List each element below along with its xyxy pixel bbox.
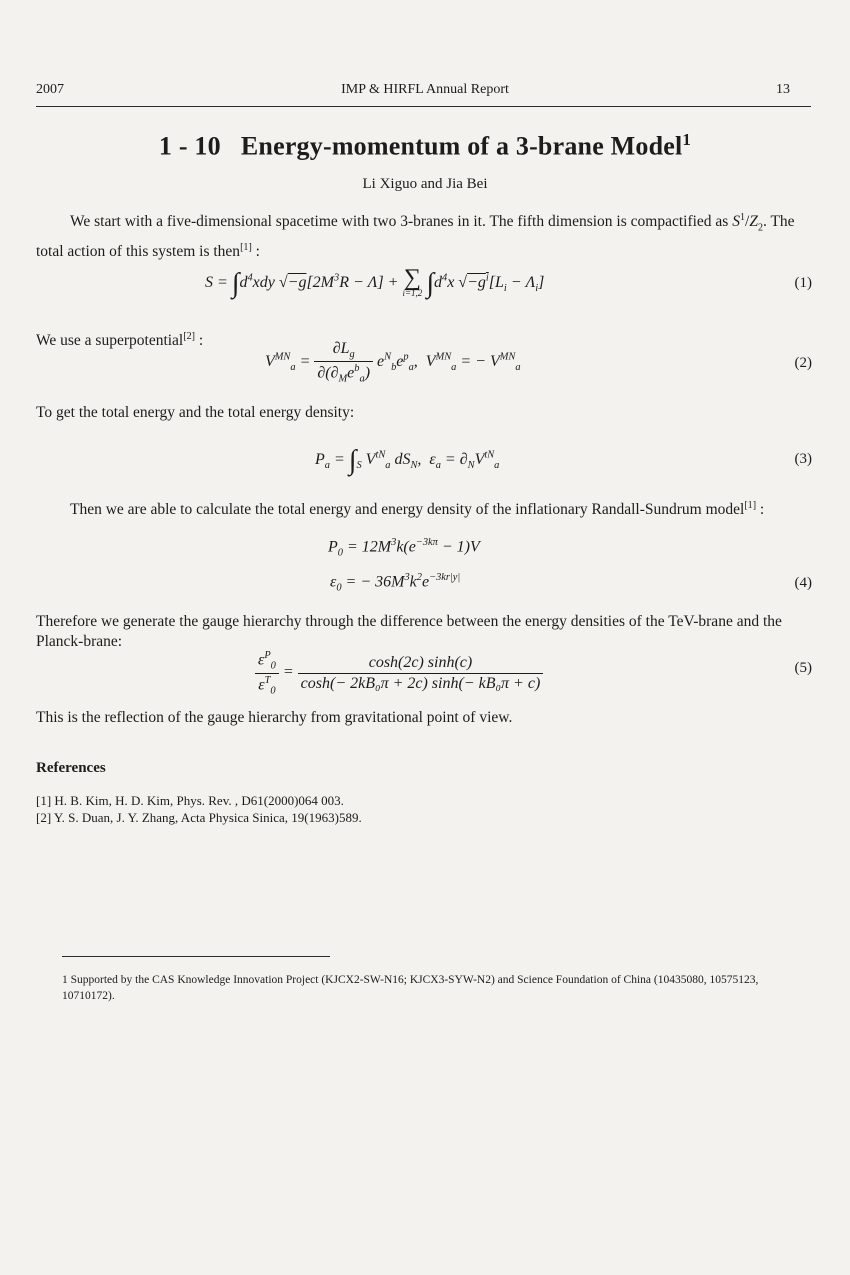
equation-5-numerator: cosh(2c) sinh(c) [298, 654, 544, 674]
authors: Li Xiguo and Jia Bei [362, 176, 488, 192]
paragraph-1: We start with a five-dimensional spacetime with two 3-branes in it. The fifth dimension is compactified as $S^1/Z_2$. The total action of this system is then[1] : [36, 212, 795, 261]
header-page-number: 13 [776, 82, 790, 97]
equation-4-number: (4) [794, 575, 812, 591]
header-year: 2007 [36, 82, 64, 97]
equation-4a: $P_0 = 12M^3k(e^{-3k\pi} - 1)V$ [328, 537, 480, 559]
paragraph-4-text: Then we are able to calculate the total energy and energy density of the inflationary Randall-Sundrum model [70, 501, 745, 519]
header-rule [36, 106, 811, 107]
equation-1-number: (1) [794, 275, 812, 291]
header-journal: IMP & HIRFL Annual Report [341, 82, 509, 97]
title-text: 1 - 10 Energy-momentum of a 3-brane Model [158, 131, 683, 161]
reference-item: [2] Y. S. Duan, J. Y. Zhang, Acta Physica Sinica, 19(1963)589. [36, 810, 362, 825]
paragraph-6: This is the reflection of the gauge hierarchy from gravitational point of view. [36, 709, 513, 726]
equation-5-denominator: cosh(− 2kB₀π + 2c) sinh(− kB₀π + c) [300, 674, 541, 692]
paragraph-2: We use a superpotential[2] : [36, 331, 204, 350]
footnote: 1 Supported by the CAS Knowledge Innovation Project (KJCX2-SW-N16; KJCX3-SYW-N2) and Science Foundation of China (10435080, 10575123, 10710172). [62, 974, 759, 1002]
citation: [2] [183, 331, 195, 342]
paragraph-3: To get the total energy and the total energy density: [36, 404, 355, 421]
equation-2-number: (2) [794, 355, 812, 371]
paragraph-1-text-a: We start with a five-dimensional spacetime with two 3-branes in it. The fifth dimension is compactified as [70, 213, 733, 231]
equation-2: $V^{MN}_a$ = $\frac{\partial L_g}{\partial(\partial_Me^b_a)}$ $e^N_be^p_a$, $V^{MN}_a$ = − $V^{MN}_a$ [265, 340, 521, 385]
reference-item: [1] H. B. Kim, H. D. Kim, Phys. Rev. , D61(2000)064 003. [36, 793, 344, 808]
references-heading: References [36, 760, 106, 776]
citation: [1] [240, 242, 252, 254]
citation: [1] [744, 500, 757, 511]
footnote-rule [62, 956, 330, 957]
paragraph-2-text: We use a superpotential [36, 332, 184, 350]
equation-1: $S = \int d^4xdy$ $√-g[2M^3R - \Lambda]$ + ∑ i=1,2 $\int d^4x$ $√-g^i[L_i - \Lambda_i]$ [205, 265, 545, 299]
paragraph-5: Therefore we generate the gauge hierarchy through the difference between the energy densities of the TeV-brane and the Planck-brane: [36, 613, 782, 650]
equation-3: $P_a = \int_S$ $V^{tN}_a$ $dS_N$, $\varepsilon_a = \partial_NV^{tN}_a$ [315, 445, 500, 476]
equation-5-number: (5) [794, 660, 812, 676]
equation-5: $\frac{\varepsilon^P_0}{\varepsilon^T_0}$ = $\frac{\cosh(2c) \sinh(c)}{\text{cosh(− 2kB₀π + 2c) sinh(− kB₀π + c)}}$ [255, 650, 543, 696]
title-footnote-mark: 1 [682, 130, 692, 149]
equation-3-number: (3) [794, 451, 812, 467]
equation-4b: $\varepsilon_0$ = − $36M^3k^2e^{-3kr|y|}$ [330, 572, 461, 594]
paragraph-1-text-b: . The total action of this system is then [36, 213, 795, 261]
paragraph-4: Then we are able to calculate the total energy and energy density of the inflationary Randall-Sundrum model[1] : [70, 500, 765, 519]
article-title [0, 130, 850, 162]
